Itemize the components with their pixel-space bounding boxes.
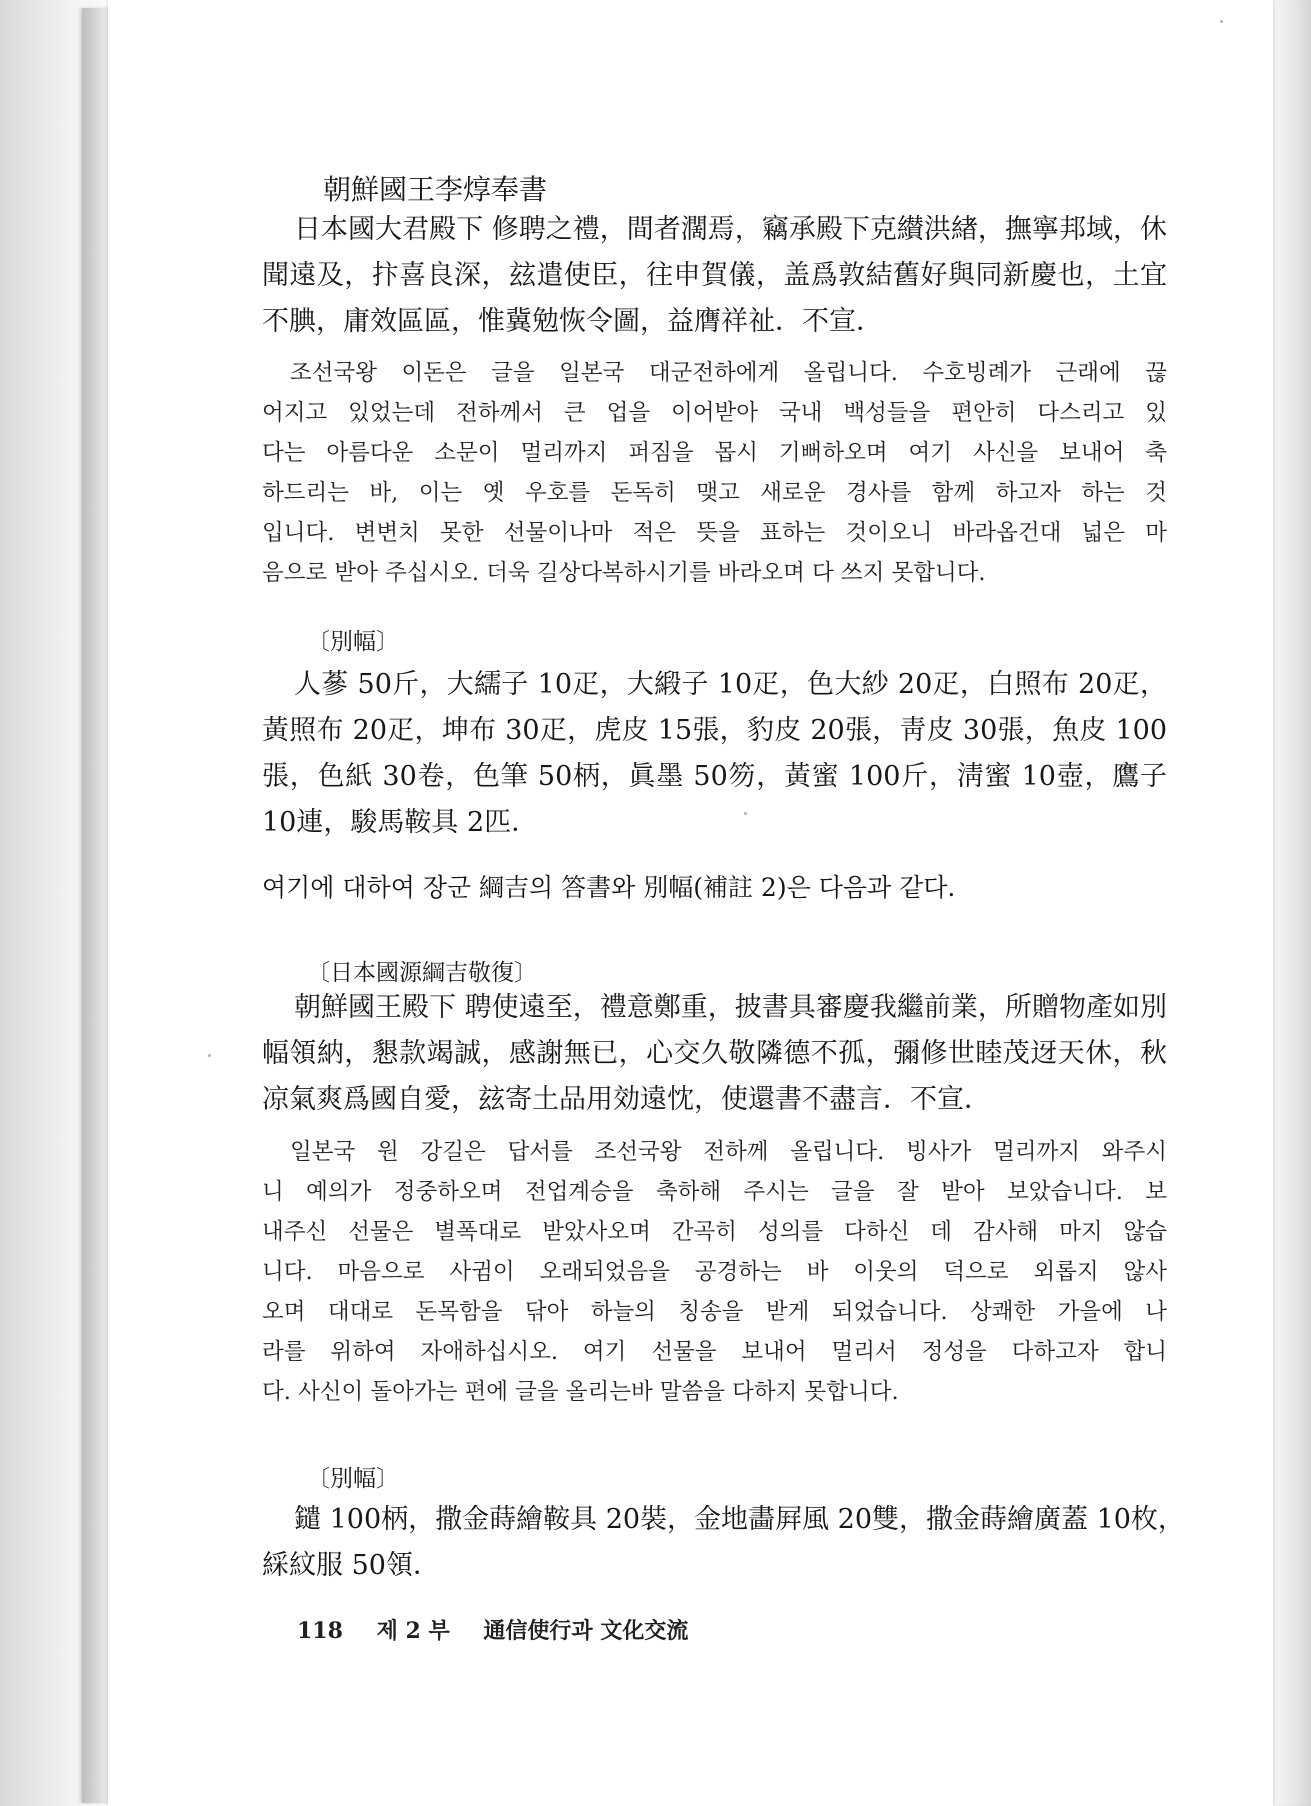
part-label: 제 2 부 xyxy=(376,1618,450,1644)
translation-line: 내주신 선물은 별폭대로 받았사오며 간곡히 성의를 다하신 데 감사해 마지 않습 xyxy=(262,1219,1167,1245)
page-footer xyxy=(297,1614,714,1645)
appendix-line: 鑓 100柄，撒金蒔繪鞍具 20裝，金地畵屛風 20雙，撒金蒔繪廣蓋 10枚， xyxy=(294,1504,1185,1535)
translation-line: 조선국왕 이돈은 글을 일본국 대군전하에게 올립니다. 수호빙례가 근래에 끊 xyxy=(290,360,1167,386)
letter-one-hanja-line: 日本國大君殿下 修聘之禮，間者濶焉，竊承殿下克纉洪緖，撫寧邦域，休 xyxy=(294,214,1167,245)
appendix-line: 10連，駿馬鞍具 2匹． xyxy=(262,807,539,838)
translation-line: 다. 사신이 돌아가는 편에 글을 올리는바 말씀을 다하지 못합니다. xyxy=(262,1379,899,1405)
translation-line: 니 예의가 정중하오며 전업계승을 축하해 주시는 글을 잘 받아 보았습니다. 보 xyxy=(262,1179,1167,1205)
scan-speck xyxy=(744,812,747,815)
appendix-line: 綵紋服 50領． xyxy=(262,1550,440,1581)
scan-speck xyxy=(1220,20,1223,23)
letter-one-hanja-line: 聞遠及，抃喜良深，玆遣使臣，往申賀儀，盖爲敦結舊好與同新慶也，土宜 xyxy=(262,260,1167,291)
letter-two-hanja-text xyxy=(262,985,1167,1123)
letter-two-hanja-line: 凉氣爽爲國自愛，玆寄土品用効遠忱，使還書不盡言．不宣． xyxy=(262,1084,991,1115)
right-page-shadow xyxy=(1269,0,1311,1806)
translation-line: 음으로 받아 주십시오. 더욱 길상다복하시기를 바라오며 다 쓰지 못합니다. xyxy=(262,560,986,586)
part-title: 通信使行과 文化交流 xyxy=(483,1618,689,1644)
letter-two-title: 〔日本國源綱吉敬復〕 xyxy=(307,960,537,986)
letter-one-appendix-list xyxy=(262,662,1167,846)
appendix-line: 張，色紙 30卷，色筆 50柄，眞墨 50笏，黃蜜 100斤，淸蜜 10壺，鷹子 xyxy=(262,761,1167,792)
translation-line: 일본국 원 강길은 답서를 조선국왕 전하께 올립니다. 빙사가 멀리까지 와주시 xyxy=(290,1139,1167,1165)
letter-two-appendix-list xyxy=(262,1497,1185,1589)
appendix-line: 人蔘 50斤，大繻子 10疋，大緞子 10疋，色大紗 20疋，白照布 20疋， xyxy=(294,669,1167,700)
letter-one-translation xyxy=(262,353,1167,593)
letter-one-hanja-line: 不腆，庸效區區，惟冀勉恢令圖，益膺祥祉．不宣． xyxy=(262,306,883,337)
letter-one-hanja-text xyxy=(262,207,1167,345)
letter-one-appendix-label: 〔別幅〕 xyxy=(307,629,399,655)
translation-line: 다는 아름다운 소문이 멀리까지 퍼짐을 몹시 기뻐하오며 여기 사신을 보내어 축 xyxy=(262,440,1167,466)
translation-line: 입니다. 변변치 못한 선물이나마 적은 뜻을 표하는 것이오니 바라옵건대 넓은 마 xyxy=(262,520,1167,546)
letter-two-hanja-line: 幅領納，懇款竭誠，感謝無已，心交久敬隣德不孤，彌修世睦茂迓天休，秋 xyxy=(262,1038,1167,1069)
translation-line: 하드리는 바, 이는 옛 우호를 돈독히 맺고 새로운 경사를 함께 하고자 하는 것 xyxy=(262,480,1167,506)
letter-two-appendix-label: 〔別幅〕 xyxy=(307,1466,399,1492)
translation-line: 어지고 있었는데 전하께서 큰 업을 이어받아 국내 백성들을 편안히 다스리고 있 xyxy=(262,400,1167,426)
appendix-line: 黃照布 20疋，坤布 30疋，虎皮 15張，豹皮 20張，靑皮 30張，魚皮 100 xyxy=(262,715,1167,746)
scan-speck xyxy=(208,1054,211,1057)
letter-one-title: 朝鮮國王李焞奉書 xyxy=(323,173,548,206)
letter-two-hanja-line: 朝鮮國王殿下 聘使遠至，禮意鄭重，披書具審慶我繼前業，所贈物產如別 xyxy=(294,992,1167,1023)
translation-line: 니다. 마음으로 사귐이 오래되었음을 공경하는 바 이웃의 덕으로 외롭지 않사 xyxy=(262,1259,1167,1285)
letter-two-translation xyxy=(262,1132,1167,1412)
translation-line: 라를 위하여 자애하십시오. 여기 선물을 보내어 멀리서 정성을 다하고자 합니 xyxy=(262,1339,1167,1365)
commentary-line: 여기에 대하여 장군 綱吉의 答書와 別幅(補註 2)은 다음과 같다. xyxy=(262,873,956,902)
translation-line: 오며 대대로 돈목함을 닦아 하늘의 칭송을 받게 되었습니다. 상쾌한 가을에 나 xyxy=(262,1299,1167,1325)
page-number: 118 xyxy=(297,1618,343,1644)
